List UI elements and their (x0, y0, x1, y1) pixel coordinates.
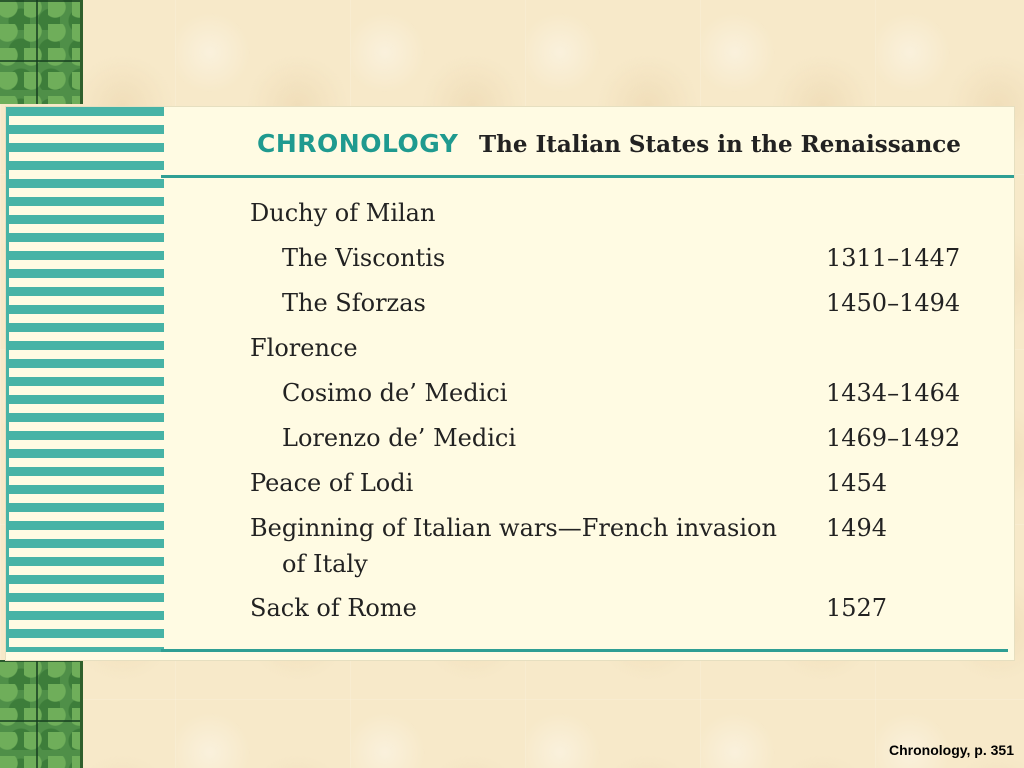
row-date: 1434–1464 (826, 379, 961, 407)
chronology-label: CHRONOLOGY (257, 129, 459, 158)
row-label: The Sforzas (282, 289, 426, 317)
row-label: Florence (250, 334, 358, 362)
chronology-header (161, 107, 1014, 178)
row-date: 1450–1494 (826, 289, 961, 317)
decorative-strip-top (0, 0, 83, 104)
row-date: 1469–1492 (826, 424, 961, 452)
row-date: 1494 (826, 514, 888, 542)
row-label: Peace of Lodi (250, 469, 414, 497)
row-date: 1311–1447 (826, 244, 961, 272)
row-label: The Viscontis (282, 244, 446, 272)
decorative-strip-bottom (0, 660, 83, 768)
bottom-divider (161, 649, 1008, 652)
slide-caption: Chronology, p. 351 (889, 742, 1014, 758)
striped-sidebar (6, 107, 164, 652)
row-label: Lorenzo de’ Medici (282, 424, 516, 452)
row-date: 1454 (826, 469, 888, 497)
row-label-continuation: of Italy (282, 550, 368, 578)
row-date: 1527 (826, 594, 888, 622)
row-label: Duchy of Milan (250, 199, 436, 227)
row-label: Cosimo de’ Medici (282, 379, 508, 407)
row-label: Sack of Rome (250, 594, 417, 622)
row-label: Beginning of Italian wars—French invasion (250, 514, 777, 542)
chronology-title: The Italian States in the Renaissance (479, 131, 961, 158)
